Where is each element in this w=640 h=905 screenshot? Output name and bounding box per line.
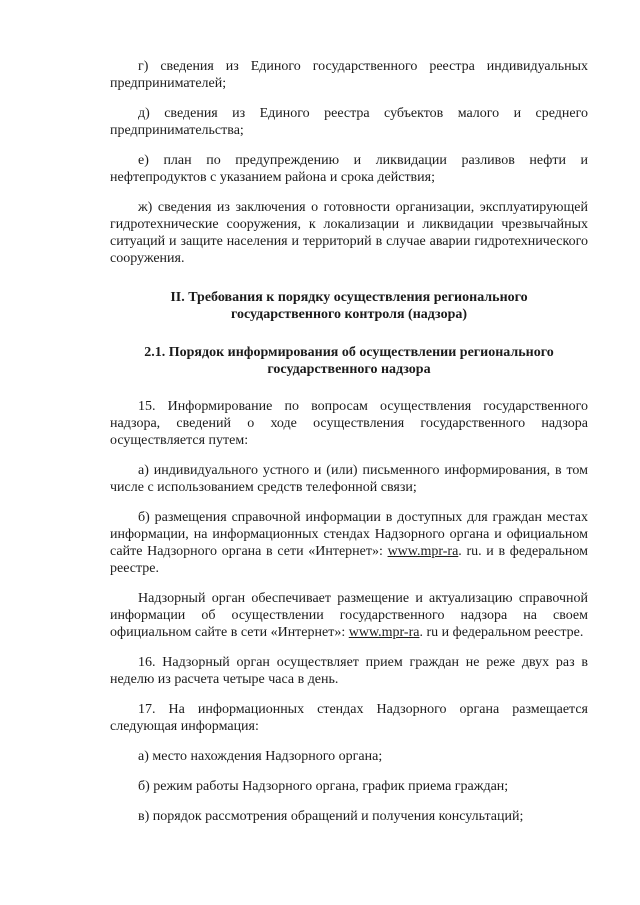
paragraph-15-b bbox=[110, 509, 588, 577]
website-link[interactable]: www.mpr-ra bbox=[387, 544, 459, 559]
paragraph-17-a: а) место нахождения Надзорного органа; bbox=[138, 749, 383, 764]
item-d: д) сведения из Единого реестра субъектов малого и среднего предпринимательства; bbox=[110, 106, 588, 138]
item-zh: ж) сведения из заключения о готовности организации, эксплуатирующей гидротехнические сооружения, к локализации и ликвидации чрезвычайных ситуаций и защите населения и территорий в случае аварии гидротехнического сооружения. bbox=[110, 200, 588, 266]
item-e: е) план по предупреждению и ликвидации разливов нефти и нефтепродуктов с указанием района и срока действия; bbox=[110, 153, 588, 185]
paragraph-supervisory-site-text: Надзорный орган обеспечивает размещение и актуализацию справочной информации об осуществлении государственного надзора на своем официальном сайте в сети «Интернет»: bbox=[110, 591, 588, 640]
paragraph-15-b-text: б) размещения справочной информации в доступных для граждан местах информации, на информационных стендах Надзорного органа и официальном сайте Надзорного органа в сети «Интернет»: bbox=[110, 510, 588, 559]
paragraph-16: 16. Надзорный орган осуществляет прием граждан не реже двух раз в неделю из расчета четыре часа в день. bbox=[110, 655, 588, 687]
subsection-2-1-heading-line2: государственного надзора bbox=[267, 362, 431, 377]
paragraph-15-b-tail: . ru. и в федеральном реестре. bbox=[110, 544, 588, 576]
paragraph-15-a: а) индивидуального устного и (или) письменного информирования, в том числе с использованием средств телефонной связи; bbox=[110, 463, 588, 495]
paragraph-17-b: б) режим работы Надзорного органа, график приема граждан; bbox=[138, 779, 509, 794]
section-2-heading-line2: государственного контроля (надзора) bbox=[230, 307, 468, 322]
paragraph-17: 17. На информационных стендах Надзорного органа размещается следующая информация: bbox=[110, 702, 588, 734]
paragraph-15: 15. Информирование по вопросам осуществления государственного надзора, сведений о ходе осуществления государственного надзора осуществляется путем: bbox=[110, 399, 588, 448]
paragraph-supervisory-site bbox=[110, 590, 588, 641]
item-g: г) сведения из Единого государственного реестра индивидуальных предпринимателей; bbox=[110, 59, 588, 91]
paragraph-17-v: в) порядок рассмотрения обращений и получения консультаций; bbox=[138, 809, 524, 824]
subsection-2-1-heading bbox=[110, 344, 588, 378]
subsection-2-1-heading-line1: 2.1. Порядок информирования об осуществлении регионального bbox=[144, 345, 554, 360]
section-2-heading bbox=[110, 289, 588, 323]
section-2-heading-line1: II. Требования к порядку осуществления регионального bbox=[170, 290, 528, 305]
paragraph-supervisory-site-tail: . ru и федеральном реестре. bbox=[419, 625, 584, 640]
website-link-2[interactable]: www.mpr-ra bbox=[348, 625, 420, 640]
document-page bbox=[110, 58, 588, 825]
